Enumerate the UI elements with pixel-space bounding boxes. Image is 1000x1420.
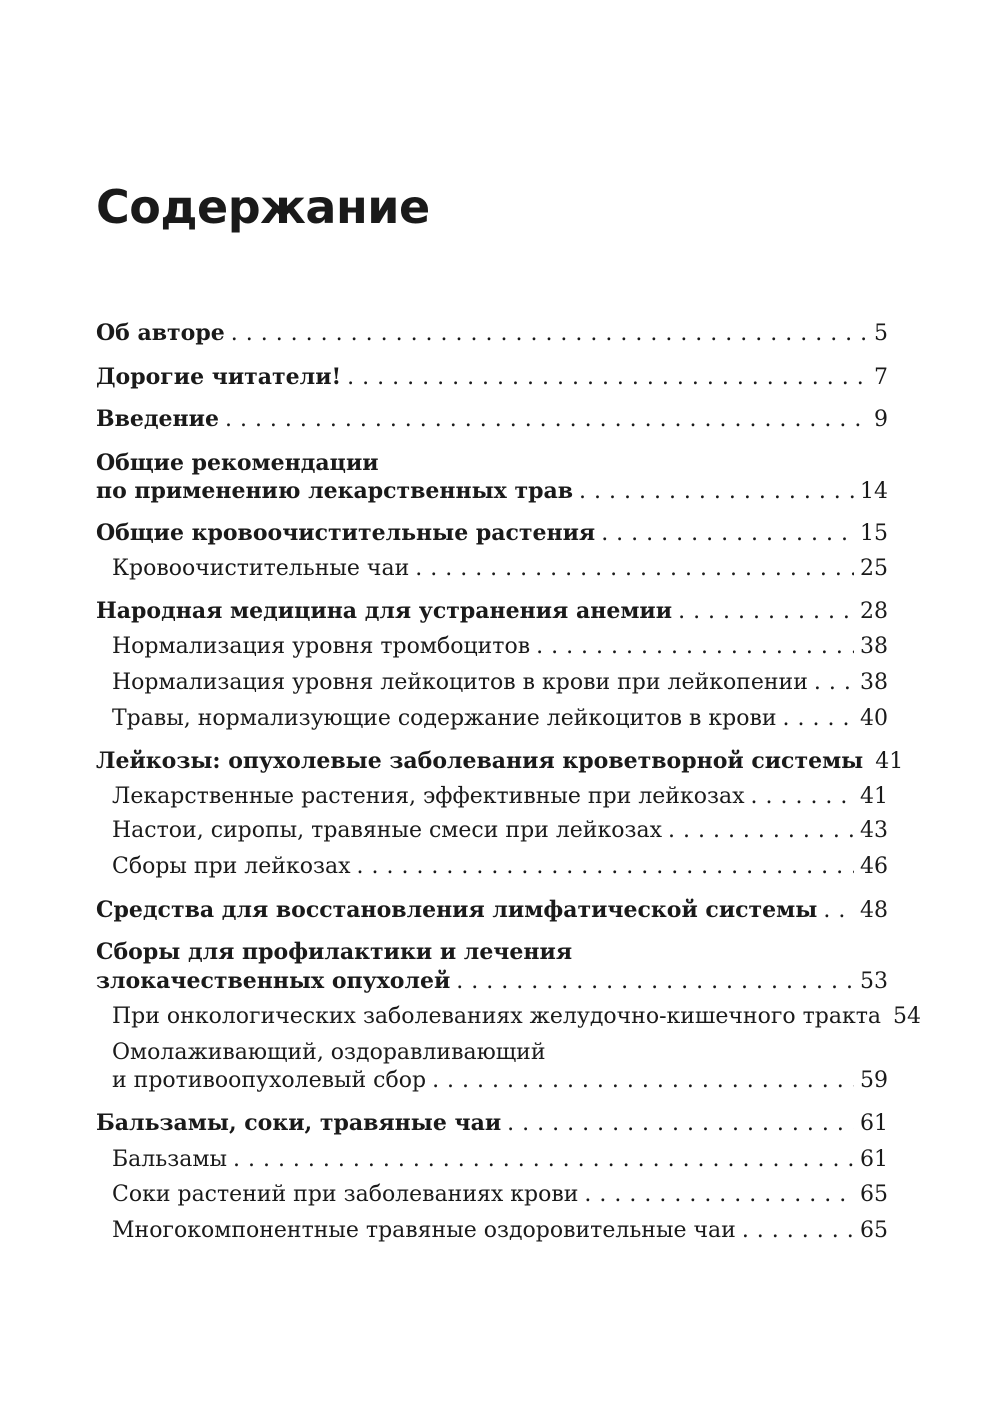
toc-entry[interactable]: [96, 404, 888, 434]
toc-entry-title: Кровоочистительные чаи: [112, 556, 410, 581]
toc-subentry[interactable]: [112, 852, 888, 882]
leader-dots: [507, 1109, 854, 1139]
toc-entry[interactable]: [96, 895, 888, 925]
leader-dots: [347, 363, 868, 393]
leader-dots: [601, 519, 854, 549]
toc-entry-title: Нормализация уровня лейкоцитов в крови при лейкопении: [112, 670, 808, 695]
toc-entry-page: 9: [874, 407, 888, 432]
toc-entry[interactable]: [96, 966, 888, 996]
leader-dots: [678, 597, 854, 627]
leader-dots: [536, 632, 854, 662]
toc-entry-page: 61: [860, 1147, 888, 1172]
toc-entry-page: 5: [874, 321, 888, 346]
leader-dots: [415, 554, 854, 584]
toc-subentry-line1: [112, 1038, 888, 1068]
toc-entry[interactable]: [96, 746, 904, 776]
toc-subentry[interactable]: [112, 1066, 888, 1096]
toc-entry-page: 41: [875, 749, 904, 774]
toc-entry[interactable]: [96, 596, 888, 626]
toc-entry-title: Бальзамы: [112, 1147, 227, 1172]
toc-subentry[interactable]: [112, 632, 888, 662]
leader-dots: [357, 852, 855, 882]
leader-dots: [751, 782, 855, 812]
toc-entry-page: 40: [860, 706, 888, 731]
toc-subentry[interactable]: [112, 668, 888, 698]
toc-entry-title: Средства для восстановления лимфатической системы: [96, 897, 818, 923]
toc-subentry[interactable]: [112, 1180, 888, 1210]
toc-entry-page: 38: [860, 634, 888, 659]
toc-entry-title: злокачественных опухолей: [96, 968, 451, 994]
toc-entry-page: 48: [860, 898, 888, 923]
toc-entry-title: Нормализация уровня тромбоцитов: [112, 634, 531, 659]
toc-entry-page: 41: [860, 784, 888, 809]
toc-entry-title: Дорогие читатели!: [96, 364, 342, 390]
toc-entry-page: 38: [860, 670, 888, 695]
leader-dots: [225, 405, 868, 435]
toc-entry-page: 65: [860, 1218, 888, 1243]
toc-entry[interactable]: [96, 518, 888, 548]
leader-dots: [233, 1145, 854, 1175]
toc-entry-title-line1: Омолаживающий, оздоравливающий: [112, 1040, 546, 1065]
toc-entry-title: Общие кровоочистительные растения: [96, 520, 596, 546]
toc-entry-title: по применению лекарственных трав: [96, 478, 574, 504]
toc-entry-title: Введение: [96, 406, 219, 432]
toc-subentry[interactable]: [112, 1002, 922, 1032]
toc-entry[interactable]: [96, 1108, 888, 1138]
leader-dots: [579, 477, 854, 507]
leader-dots: [231, 319, 868, 349]
toc-entry-page: 61: [860, 1111, 888, 1136]
leader-dots: [432, 1066, 854, 1096]
toc-entry[interactable]: [96, 362, 888, 392]
toc-entry-page: 65: [860, 1182, 888, 1207]
page-title: Содержание: [96, 180, 430, 234]
toc-entry-title: Лекарственные растения, эффективные при лейкозах: [112, 784, 745, 809]
toc-entry-page: 43: [860, 818, 888, 843]
toc-entry-page: 15: [860, 521, 888, 546]
toc-entry-title-line1: Общие рекомендации: [96, 450, 379, 476]
toc-entry-title: Сборы при лейкозах: [112, 854, 351, 879]
leader-dots: [668, 816, 854, 846]
toc-entry-page: 28: [860, 599, 888, 624]
toc-entry-title: Лейкозы: опухолевые заболевания кроветворной системы: [96, 748, 864, 774]
toc-subentry[interactable]: [112, 782, 888, 812]
toc-entry[interactable]: [96, 318, 888, 348]
leader-dots: [783, 704, 854, 734]
leader-dots: [823, 896, 854, 926]
toc-entry-line1: [96, 448, 888, 478]
leader-dots: [584, 1180, 854, 1210]
toc-entry-title-line1: Сборы для профилактики и лечения: [96, 939, 573, 965]
toc-subentry[interactable]: [112, 704, 888, 734]
leader-dots: [814, 668, 854, 698]
toc-entry-page: 59: [860, 1068, 888, 1093]
toc-entry-title: Соки растений при заболеваниях крови: [112, 1182, 579, 1207]
toc-entry-page: 14: [860, 479, 888, 504]
toc-entry-title: Народная медицина для устранения анемии: [96, 598, 673, 624]
toc-entry-page: 7: [874, 365, 888, 390]
toc-entry-page: 46: [860, 854, 888, 879]
toc-entry-title: Об авторе: [96, 320, 225, 346]
toc-entry-page: 53: [860, 969, 888, 994]
toc-entry-title: Травы, нормализующие содержание лейкоцитов в крови: [112, 706, 777, 731]
toc-entry-line1: [96, 937, 888, 967]
toc-entry-page: 25: [860, 556, 888, 581]
toc-entry-title: Настои, сиропы, травяные смеси при лейкозах: [112, 818, 662, 843]
toc-subentry[interactable]: [112, 1216, 888, 1246]
leader-dots: [456, 967, 854, 997]
toc-entry-page: 54: [893, 1004, 922, 1029]
leader-dots: [742, 1216, 854, 1246]
toc-subentry[interactable]: [112, 554, 888, 584]
toc-subentry[interactable]: [112, 1145, 888, 1175]
toc-subentry[interactable]: [112, 816, 888, 846]
toc-entry[interactable]: [96, 476, 888, 506]
toc-entry-title: Бальзамы, соки, травяные чаи: [96, 1110, 502, 1136]
toc-entry-title: Многокомпонентные травяные оздоровительные чаи: [112, 1218, 736, 1243]
toc-entry-title: и противоопухолевый сбор: [112, 1068, 427, 1093]
toc-entry-title: При онкологических заболеваниях желудочно-кишечного тракта: [112, 1004, 882, 1029]
